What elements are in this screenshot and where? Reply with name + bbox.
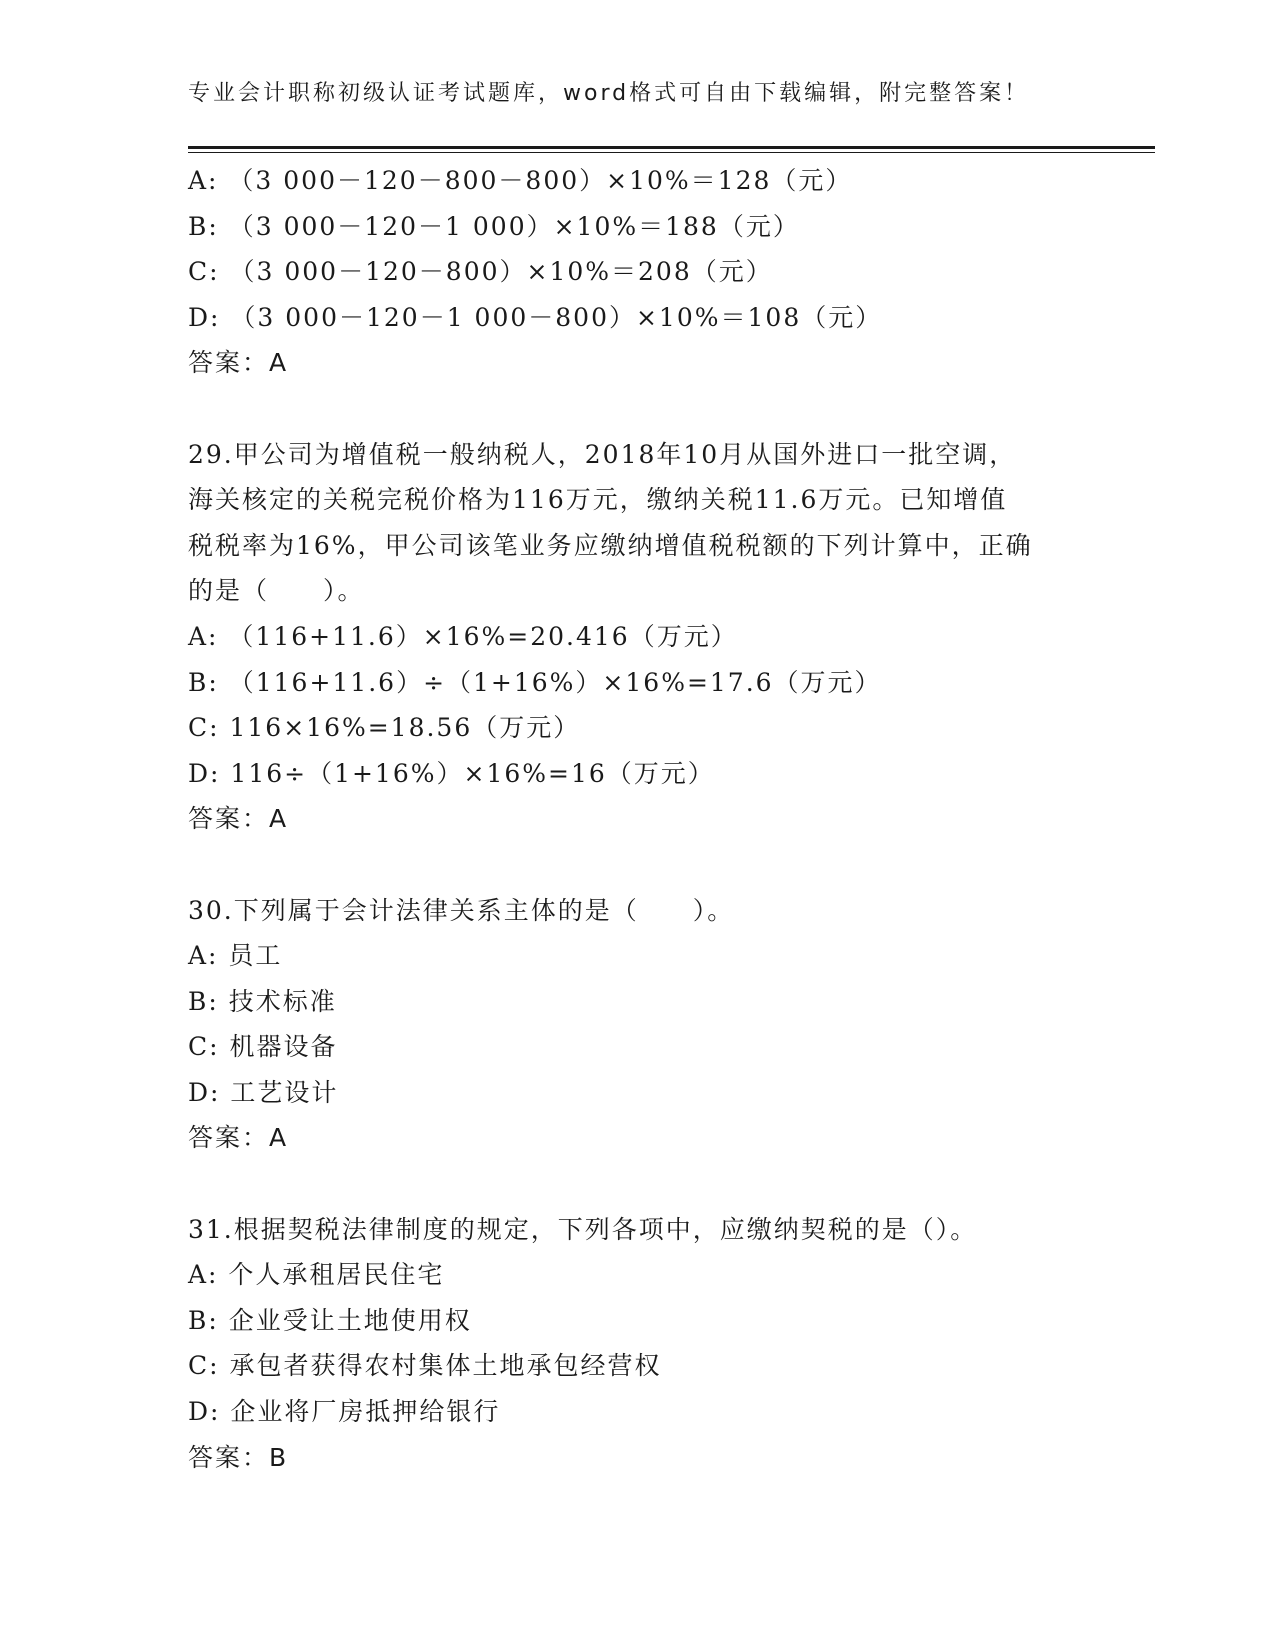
q31-option-c: C: 承包者获得农村集体土地承包经营权	[188, 1351, 662, 1381]
q31-option-d: D: 企业将厂房抵押给银行	[188, 1397, 501, 1427]
q29-option-a: A: （116+11.6）×16%=20.416（万元）	[188, 621, 738, 651]
question-28	[188, 158, 1088, 386]
q31-option-b: B: 企业受让土地使用权	[188, 1305, 472, 1335]
q30-answer: 答案：A	[188, 1123, 289, 1153]
q29-stem-line-4: 的是（ ）。	[188, 576, 365, 606]
spacer	[188, 1161, 1088, 1207]
q29-option-b: B: （116+11.6）÷（1+16%）×16%=17.6（万元）	[188, 667, 882, 697]
question-content	[188, 158, 1088, 1480]
q29-option-c: C: 116×16%=18.56（万元）	[188, 713, 581, 743]
q29-answer: 答案：A	[188, 804, 289, 834]
q31-stem: 31.根据契税法律制度的规定，下列各项中，应缴纳契税的是（）。	[188, 1214, 978, 1244]
q31-option-a: A: 个人承租居民住宅	[188, 1260, 445, 1290]
question-31	[188, 1207, 1088, 1481]
question-29	[188, 432, 1088, 842]
page-header: 专业会计职称初级认证考试题库，word格式可自由下载编辑，附完整答案！	[188, 81, 1030, 106]
q30-option-d: D: 工艺设计	[188, 1077, 339, 1107]
question-30	[188, 888, 1088, 1162]
q29-option-d: D: 116÷（1+16%）×16%=16（万元）	[188, 758, 715, 788]
q29-stem-line-1: 29.甲公司为增值税一般纳税人，2018年10月从国外进口一批空调，	[188, 439, 1017, 469]
q28-option-d: D: （3 000－120－1 000－800）×10%＝108（元）	[188, 302, 883, 332]
spacer	[188, 842, 1088, 888]
q31-answer: 答案：B	[188, 1442, 289, 1472]
header-rule-thick	[188, 146, 1155, 149]
q30-option-b: B: 技术标准	[188, 986, 337, 1016]
q28-option-c: C: （3 000－120－800）×10%＝208（元）	[188, 257, 773, 287]
header-rule-thin	[188, 152, 1155, 153]
q28-answer: 答案：A	[188, 348, 289, 378]
q28-option-a: A: （3 000－120－800－800）×10%＝128（元）	[188, 166, 853, 195]
spacer	[188, 386, 1088, 432]
q29-stem-line-3: 税税率为16%，甲公司该笔业务应缴纳增值税税额的下列计算中，正确	[188, 530, 1033, 560]
q29-stem-line-2: 海关核定的关税完税价格为116万元，缴纳关税11.6万元。已知增值	[188, 485, 1008, 515]
q30-option-c: C: 机器设备	[188, 1032, 338, 1062]
q30-option-a: A: 员工	[188, 941, 283, 971]
q28-option-b: B: （3 000－120－1 000）×10%＝188（元）	[188, 211, 800, 241]
q30-stem: 30.下列属于会计法律关系主体的是（ ）。	[188, 895, 735, 925]
